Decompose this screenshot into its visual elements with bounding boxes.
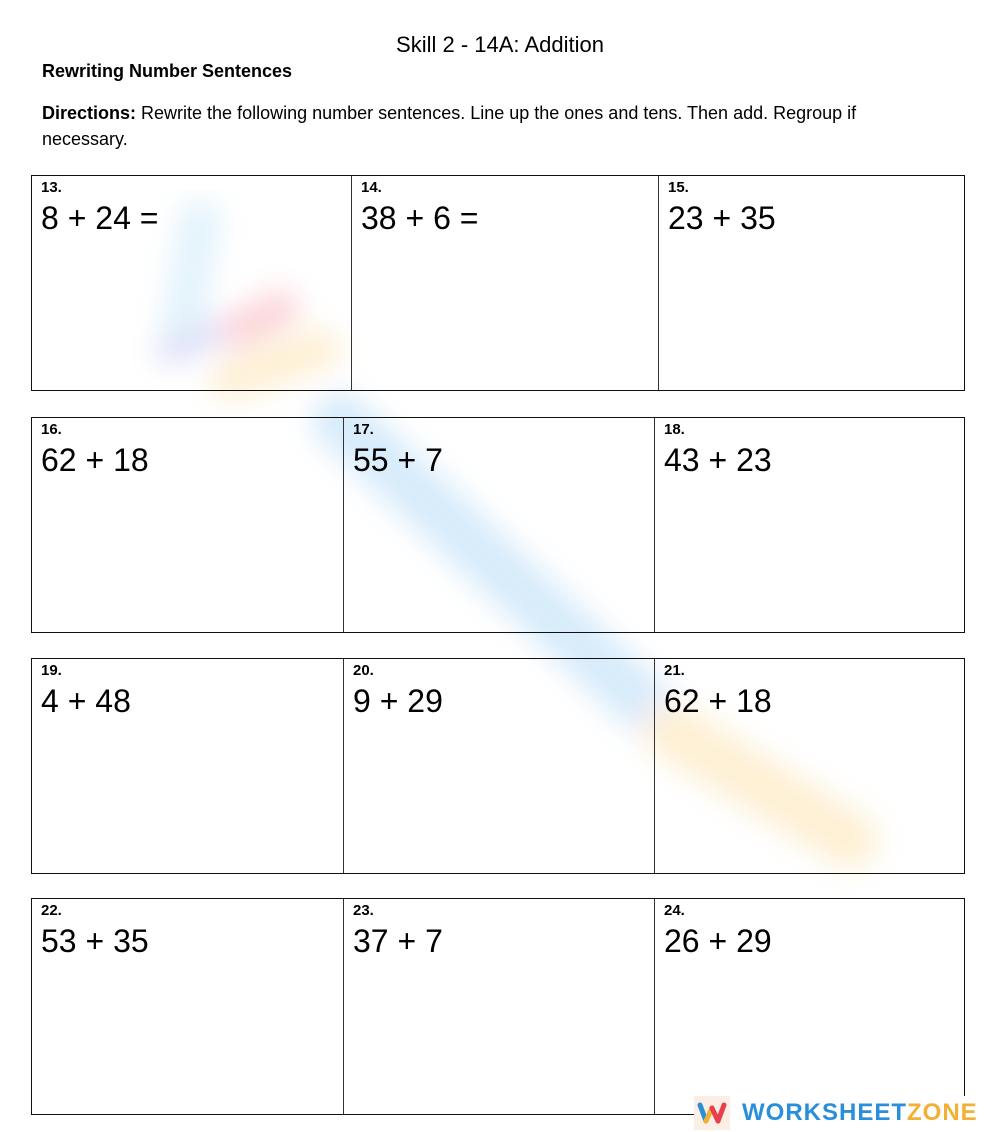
problem-cell-18[interactable] <box>655 418 964 632</box>
problem-row-2 <box>31 417 965 633</box>
problem-cell-13[interactable] <box>32 176 352 390</box>
problem-cell-19[interactable] <box>32 659 344 873</box>
problem-cell-16[interactable] <box>32 418 344 632</box>
problem-text: 62 + 18 <box>664 683 772 719</box>
problem-number: 17. <box>353 421 374 438</box>
problem-number: 20. <box>353 662 374 679</box>
problem-text: 43 + 23 <box>664 442 772 478</box>
problem-number: 13. <box>41 179 62 196</box>
problem-number: 22. <box>41 902 62 919</box>
problem-cell-15[interactable] <box>659 176 964 390</box>
directions-label: Directions: <box>42 103 137 123</box>
problem-number: 18. <box>664 421 685 438</box>
problem-number: 21. <box>664 662 685 679</box>
problem-text: 62 + 18 <box>41 442 149 478</box>
problem-number: 14. <box>361 179 382 196</box>
problem-cell-23[interactable] <box>344 899 655 1114</box>
problem-text: 4 + 48 <box>41 683 131 719</box>
problem-text: 23 + 35 <box>668 200 776 236</box>
problem-text: 53 + 35 <box>41 923 149 959</box>
problem-cell-20[interactable] <box>344 659 655 873</box>
problem-cell-14[interactable] <box>352 176 659 390</box>
problem-cell-17[interactable] <box>344 418 655 632</box>
logo-text: WORKSHEETZONE <box>742 1099 978 1126</box>
directions-text: Rewrite the following number sentences. Line up the ones and tens. Then add. Regroup if necessary. <box>42 103 857 149</box>
w-logo-icon <box>694 1096 730 1130</box>
problem-text: 37 + 7 <box>353 923 443 959</box>
problem-row-4 <box>31 898 965 1115</box>
problem-number: 23. <box>353 902 374 919</box>
problem-text: 8 + 24 = <box>41 200 159 236</box>
problem-text: 9 + 29 <box>353 683 443 719</box>
problem-text: 38 + 6 = <box>361 200 479 236</box>
section-subtitle: Rewriting Number Sentences <box>42 61 293 81</box>
problem-cell-21[interactable] <box>655 659 964 873</box>
problem-number: 15. <box>668 179 689 196</box>
worksheetzone-logo <box>694 1096 978 1130</box>
directions <box>42 100 942 152</box>
problem-text: 55 + 7 <box>353 442 443 478</box>
problem-number: 24. <box>664 902 685 919</box>
page-title: Skill 2 - 14A: Addition <box>396 32 604 57</box>
problem-cell-22[interactable] <box>32 899 344 1114</box>
problem-text: 26 + 29 <box>664 923 772 959</box>
problem-number: 16. <box>41 421 62 438</box>
problem-cell-24[interactable] <box>655 899 964 1114</box>
problem-row-1 <box>31 175 965 391</box>
problem-number: 19. <box>41 662 62 679</box>
problem-row-3 <box>31 658 965 874</box>
